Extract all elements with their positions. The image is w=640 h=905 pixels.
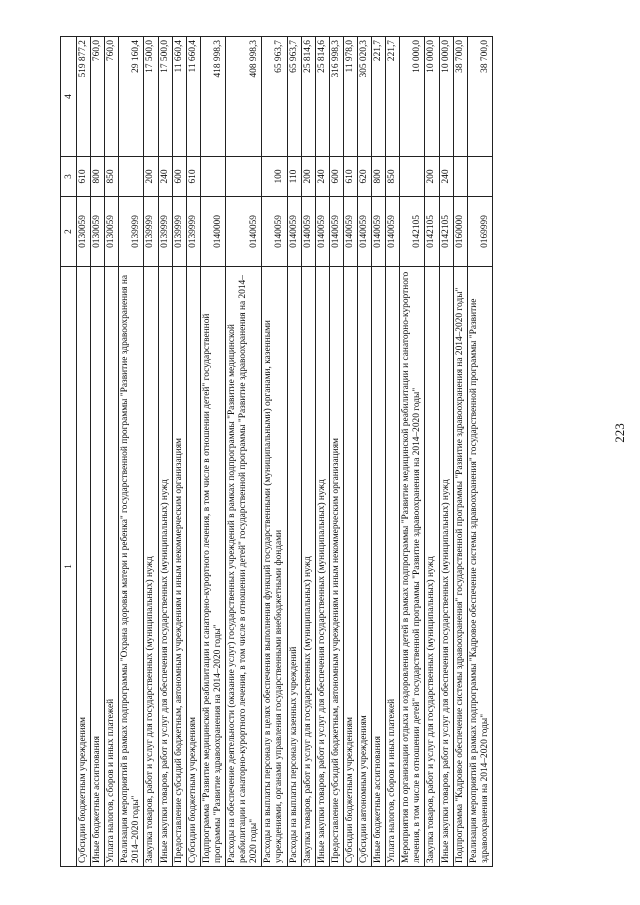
row-amount: 10 000,0 [425,37,439,157]
row-description: Субсидии автономным учреждениям [357,267,371,867]
page-number: 223 [612,423,627,443]
row-amount: 11 660,4 [186,37,200,157]
row-expense-type [467,157,492,197]
row-target-code: 0140059 [301,197,315,267]
row-amount: 29 160,4 [119,37,144,157]
row-description: Уплата налогов, сборов и иных платежей [105,267,119,867]
row-amount: 221,7 [386,37,400,157]
row-expense-type: 620 [357,157,371,197]
row-amount: 38 700,0 [467,37,492,157]
row-expense-type: 200 [144,157,158,197]
row-expense-type: 110 [287,157,301,197]
row-description: Уплата налогов, сборов и иных платежей [386,267,400,867]
table-header-row [61,37,77,867]
row-description: Предоставление субсидий бюджетным, автономным учреждениям и иным некоммерческим организациям [329,267,343,867]
row-amount: 65 963,7 [287,37,301,157]
column-header: 2 [61,197,77,267]
table-row [172,37,186,867]
row-target-code: 0130059 [91,197,105,267]
row-description: Иные закупки товаров, работ и услуг для обеспечения государственных (муниципальных) нужд [158,267,172,867]
row-target-code: 0140059 [315,197,329,267]
row-target-code: 0142105 [439,197,453,267]
row-expense-type [226,157,262,197]
column-header: 4 [61,37,77,157]
row-target-code: 0140059 [226,197,262,267]
row-target-code: 0169999 [467,197,492,267]
table-row [425,37,439,867]
row-expense-type: 610 [186,157,200,197]
row-expense-type: 100 [262,157,287,197]
row-amount: 25 814,6 [315,37,329,157]
row-expense-type: 200 [301,157,315,197]
row-expense-type [119,157,144,197]
table-row [200,37,225,867]
table-row [226,37,262,867]
table-row [400,37,425,867]
row-description: Субсидии бюджетным учреждениям [186,267,200,867]
column-header: 3 [61,157,77,197]
column-header: 1 [61,267,77,867]
table-row [119,37,144,867]
row-target-code: 0142105 [400,197,425,267]
row-description: Иные бюджетные ассигнования [372,267,386,867]
row-expense-type: 240 [158,157,172,197]
row-expense-type: 600 [329,157,343,197]
table-row [186,37,200,867]
table-row [315,37,329,867]
table-row [467,37,492,867]
row-amount: 11 978,0 [343,37,357,157]
row-description: Подпрограмма "Развитие медицинской реабилитации и санаторно-курортного лечения, в том числе в отношении детей" государственной программы "Развитие здравоохранения на 2014–2020 годы" [200,267,225,867]
rotated-table-container [60,37,580,867]
row-amount: 17 500,0 [144,37,158,157]
row-target-code: 0140059 [329,197,343,267]
row-expense-type: 240 [439,157,453,197]
table-row [262,37,287,867]
table-row [439,37,453,867]
table-row [453,37,467,867]
row-description: Расходы на выплаты персоналу казенных учреждений [287,267,301,867]
row-expense-type: 610 [343,157,357,197]
table-row [386,37,400,867]
row-description: Подпрограмма "Кадровое обеспечение системы здравоохранения" государственной программы "Развитие здравоохранения на 2014–2020 годы" [453,267,467,867]
row-description: Мероприятия по организации отдыха и оздоровления детей в рамках подпрограммы "Развитие медицинской реабилитации и санаторно-курортного лечения, в том числе в отношении детей" государственной программы "Развитие здравоохранения на 2014–2020 годы" [400,267,425,867]
row-expense-type: 610 [77,157,91,197]
row-description: Иные закупки товаров, работ и услуг для обеспечения государственных (муниципальных) нужд [315,267,329,867]
row-description: Закупка товаров, работ и услуг для государственных (муниципальных) нужд [301,267,315,867]
row-amount: 316 998,3 [329,37,343,157]
table-row [372,37,386,867]
row-description: Расходы на обеспечение деятельности (оказание услуг) государственных учреждений в рамках подпрограммы "Развитие медицинской реабилитации и санаторно-курортного лечения, в том числе в отношении детей" государственной программы "Развитие здравоохранения на 2014–2020 годы" [226,267,262,867]
row-amount: 11 660,4 [172,37,186,157]
table-row [343,37,357,867]
row-amount: 10 000,0 [439,37,453,157]
row-amount: 418 998,3 [200,37,225,157]
table-row [105,37,119,867]
row-expense-type [400,157,425,197]
row-amount: 760,0 [105,37,119,157]
row-target-code: 0139999 [158,197,172,267]
row-description: Предоставление субсидий бюджетным, автономным учреждениям и иным некоммерческим организациям [172,267,186,867]
row-target-code: 0140059 [386,197,400,267]
table-row [287,37,301,867]
row-amount: 519 877,2 [77,37,91,157]
row-target-code: 0160000 [453,197,467,267]
table-row [301,37,315,867]
table-body [77,37,493,867]
row-amount: 221,7 [372,37,386,157]
row-expense-type [200,157,225,197]
table-row [357,37,371,867]
row-target-code: 0140059 [357,197,371,267]
table-row [91,37,105,867]
row-target-code: 0140059 [287,197,301,267]
row-expense-type: 200 [425,157,439,197]
row-target-code: 0130059 [77,197,91,267]
row-expense-type: 600 [172,157,186,197]
row-amount: 408 998,3 [226,37,262,157]
budget-table [60,36,493,867]
row-expense-type: 850 [386,157,400,197]
row-target-code: 0140059 [343,197,357,267]
row-description: Иные бюджетные ассигнования [91,267,105,867]
row-expense-type: 800 [91,157,105,197]
row-expense-type: 240 [315,157,329,197]
row-description: Субсидии бюджетным учреждениям [343,267,357,867]
row-target-code: 0139999 [172,197,186,267]
table-row [77,37,91,867]
row-amount: 25 814,6 [301,37,315,157]
row-expense-type: 800 [372,157,386,197]
row-target-code: 0140059 [372,197,386,267]
row-amount: 760,0 [91,37,105,157]
row-target-code: 0139999 [119,197,144,267]
row-description: Закупка товаров, работ и услуг для государственных (муниципальных) нужд [425,267,439,867]
row-amount: 38 700,0 [453,37,467,157]
row-description: Иные закупки товаров, работ и услуг для обеспечения государственных (муниципальных) нужд [439,267,453,867]
row-target-code: 0142105 [425,197,439,267]
table-row [329,37,343,867]
row-expense-type: 850 [105,157,119,197]
row-target-code: 0130059 [105,197,119,267]
row-description: Реализация мероприятий в рамках подпрограммы "Охрана здоровья матери и ребенка" государственной программы "Развитие здравоохранения на 2014–2020 годы" [119,267,144,867]
row-description: Реализация мероприятий в рамках подпрограммы "Кадровое обеспечение системы здравоохранения" государственной программы "Развитие здравоохранения на 2014–2020 годы" [467,267,492,867]
row-description: Субсидии бюджетным учреждениям [77,267,91,867]
row-target-code: 0139999 [186,197,200,267]
row-target-code: 0140059 [262,197,287,267]
row-target-code: 0140000 [200,197,225,267]
table-row [158,37,172,867]
row-description: Расходы на выплаты персоналу в целях обеспечения выполнения функций государственными (муниципальными) органами, казенными учреждениями, органами управления государственными внебюджетными фондами [262,267,287,867]
row-expense-type [453,157,467,197]
row-description: Закупка товаров, работ и услуг для государственных (муниципальных) нужд [144,267,158,867]
row-target-code: 0139999 [144,197,158,267]
row-amount: 65 963,7 [262,37,287,157]
row-amount: 10 000,0 [400,37,425,157]
row-amount: 305 020,3 [357,37,371,157]
table-row [144,37,158,867]
row-amount: 17 500,0 [158,37,172,157]
